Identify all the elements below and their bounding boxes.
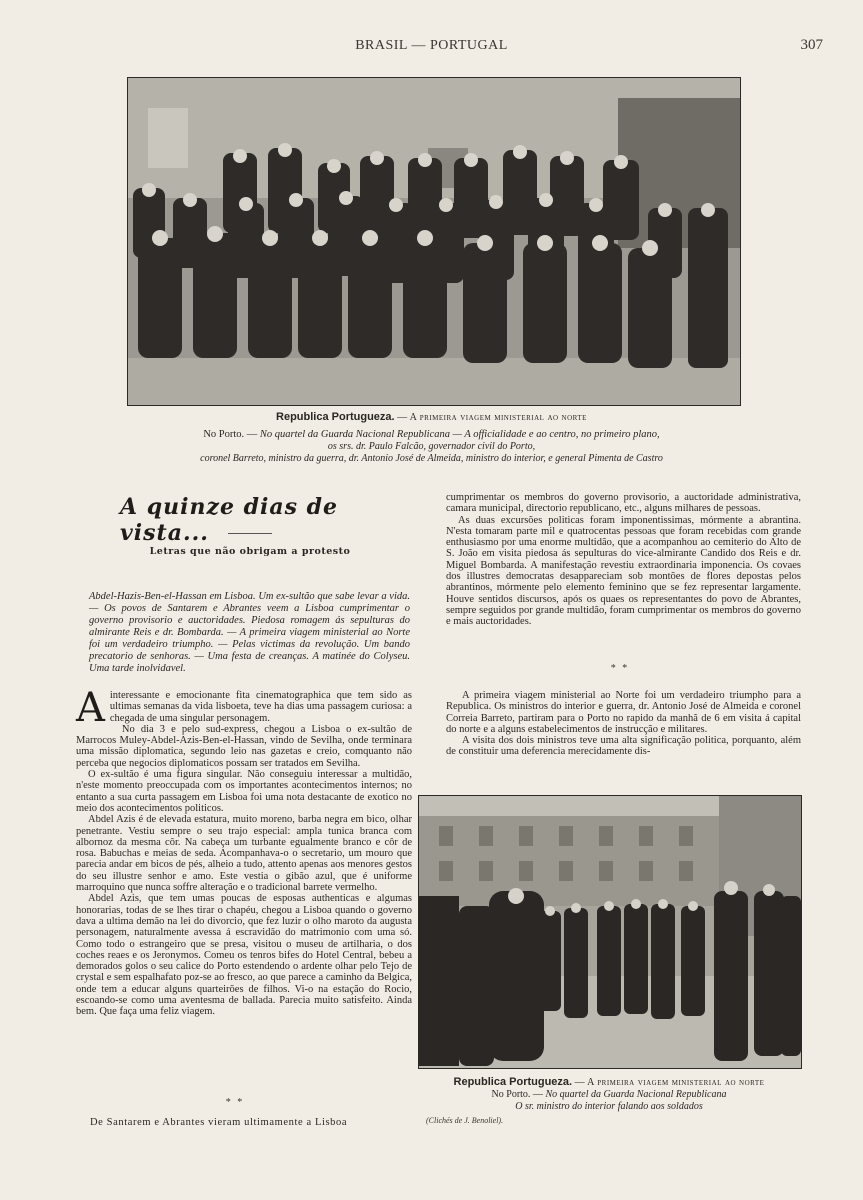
figure1-caption-line2 <box>0 429 863 441</box>
figure1-caption <box>0 411 863 465</box>
paragraph: O ex-sultão é uma figura singular. Não conseguiu interessar a multidão, n'este momento preoccupada com os importantes acontecimentos internos; no entanto a sua curta passagem em Lisboa foi uma nota destacante de exotico no meio dos acontecimentos politicos. <box>76 769 412 814</box>
photo-credit: (Clichés de J. Benoliel). <box>426 1116 504 1125</box>
paragraph: No dia 3 e pelo sud-express, chegou a Lisboa o ex-sultão de Marrocos Muley-Abdel-Azis-Ben-el-Hassan, vindo de Sevilha, onde terminara uma missão diplomatica, segundo leio nas gazetas e creio, comquanto não perceba que negocios diplomaticos possam ser tratados em Sevilha. <box>76 723 412 769</box>
paragraph: Abdel Azis, que tem umas poucas de esposas authenticas e algumas honorarias, todas de se lhes tirar o chapéu, chegou a Lisboa quando o governo dava a ultima demão na lei do divorcio, que fez luzir o olho maroto da augusta personagem, naturalmente avessa á escravidão do matrimonio com uma só. Como todo o estrangeiro que se presa, visitou o museu de artilharia, o dos coches reaes e os Jeronymos. Comeu os tenros bifes do Hotel Central, bebeu a demorados golos o seu calice do Porto estendendo o ardente olhar pelo Tejo de crystal e sem espalhafato poz-se ao fresco, ao que parece a caminho da Belgica, onde tem a educar alguns quarteirões de filhos. Vi-o na estação do Rocio, escoando-se como uma aventesma de ballada. Parecia muito satisfeito. Ainda bem. Que faça uma feliz viagem. <box>76 893 412 1018</box>
figure2-title: Republica Portugueza. <box>453 1076 573 1088</box>
figure1-dash: — <box>394 412 410 423</box>
right-column-upper <box>446 492 801 628</box>
paragraph-text: interessante e emocionante fita cinematographica que tem sido as ultimas semanas da vida lisboeta, teve ha dias uma passagem curiosa: a chegada de uma singular personagem. <box>109 690 412 724</box>
drop-cap: A <box>76 685 105 731</box>
paragraph: As duas excursões politicas foram imponentissimas, mórmente a abrantina. N'esta tomaram parte mil e quatrocentas pessoas que foram recebidas com grande enthusiasmo por uma enorme multidão, que a acompanhou ao cemiterio do Alto de S. João em visita piedosa ás sepulturas do vice-almirante Candido dos Reis e dr. Miguel Bombarda. A manifestação revestiu extraordinaria imponencia. Os covaes dos illustres democratas desappareciam sob montões de flores depostas pelos abrantinos, mórmente pelo elemento feminino que se fez representar largamente. Houve sentidos discursos, após os quaes os representantes do povo de Abrantes, sempre seguidos por grande multidão, foram cumprimentar os membros do governo e mais auctoridades. <box>446 514 801 628</box>
article-subhead: Letras que não obrigam a protesto <box>149 546 351 557</box>
figure2-dash: — <box>572 1077 588 1088</box>
figure2-subtitle: A primeira viagem ministerial ao norte <box>587 1077 765 1088</box>
figure1-subtitle: A primeira viagem ministerial ao norte <box>409 412 587 423</box>
figure2-caption-title-line <box>418 1076 800 1089</box>
group-photograph-illustration <box>128 78 740 405</box>
article-headline: A quinze dias de vista... <box>120 494 339 546</box>
running-head: BRASIL — PORTUGAL <box>355 38 508 53</box>
figure2-caption-line3: O sr. ministro do interior falando aos soldados <box>515 1101 703 1112</box>
paragraph: A visita dos dois ministros teve uma alta significação politica, porquanto, além de constituir uma deferencia merecidamente dis- <box>446 735 801 758</box>
figure1-caption-line3: os srs. dr. Paulo Falcão, governador civil do Porto, <box>327 441 536 452</box>
article-summary: Abdel-Hazis-Ben-el-Hassan em Lisboa. Um ex-sultão que sabe levar a vida. — Os povos de Santarem e Abrantes veem a Lisboa cumprimentar o governo provisorio e auctoridades. Piedosa romagem ás sepulturas do almirante Reis e dr. Bombarda. — A primeira viagem ministerial ao Norte foi um verdadeiro triumpho. — Pelas victimas da revolução. Um bando precatorio de senhoras. — Uma festa de creanças. A matinée do Colyseu. Uma tarde inolvidavel. <box>89 591 410 674</box>
paragraph <box>76 685 412 731</box>
figure2-place: No Porto. — <box>491 1089 546 1100</box>
figure1-caption-title-line <box>0 411 863 424</box>
page-number: 307 <box>800 37 823 53</box>
figure1-title: Republica Portugueza. <box>276 411 395 423</box>
section-break-left: * * <box>225 1097 245 1108</box>
right-column-lower <box>446 690 801 758</box>
paragraph: A primeira viagem ministerial ao Norte foi um verdadeiro triumpho para a Republica. Os ministros do interior e guerra, dr. Antonio José de Almeida e coronel Correia Barreto, partiram para o Porto no rapido da manhã de 6 em visita á capital do norte e a alguns estabelecimentos de instrucção e militares. <box>446 690 801 735</box>
left-column <box>76 685 412 1018</box>
left-column-last-line: De Santarem e Abrantes vieram ultimamente a Lisboa <box>90 1117 348 1128</box>
figure1-description: No quartel da Guarda Nacional Republicana — A officialidade e ao centro, no primeiro plano, <box>259 429 660 440</box>
group-photograph <box>127 77 741 406</box>
paragraph: Abdel Azis é de elevada estatura, muito moreno, barba negra em bico, olhar penetrante. Vestiu sempre o seu trajo especial: ampla tunica branca com albornoz da mesma côr. Na cabeça um turbante egualmente branco e côr de rosa. Babuchas e meias de seda. Acompanhava-o o secretario, um mouro que parecia andar em bicos de pés, alheio a tudo, attento apenas aos menores gestos do seu illustre senhor e amo. Este vestia o gibão azul, que é uniforme marroquino que nunca soffre alteração e o tradicional barrete vermelho. <box>76 814 412 894</box>
figure2-description: No quartel da Guarda Nacional Republicana <box>545 1089 727 1100</box>
figure2-caption <box>418 1076 800 1113</box>
soldiers-photograph <box>418 795 802 1069</box>
figure1-caption-line4: coronel Barreto, ministro da guerra, dr. Antonio José de Almeida, ministro do interior, e general Pimenta de Castro <box>200 453 663 464</box>
headline-rule <box>228 533 272 534</box>
paragraph: cumprimentar os membros do governo provisorio, a auctoridade administrativa, camara municipal, directorio republicano, etc., alguns milhares de pessoas. <box>446 492 801 515</box>
figure1-place: No Porto. — <box>203 429 260 440</box>
soldiers-photograph-illustration <box>419 796 801 1068</box>
section-break-right: * * <box>610 663 630 674</box>
figure2-caption-line2 <box>418 1089 800 1101</box>
